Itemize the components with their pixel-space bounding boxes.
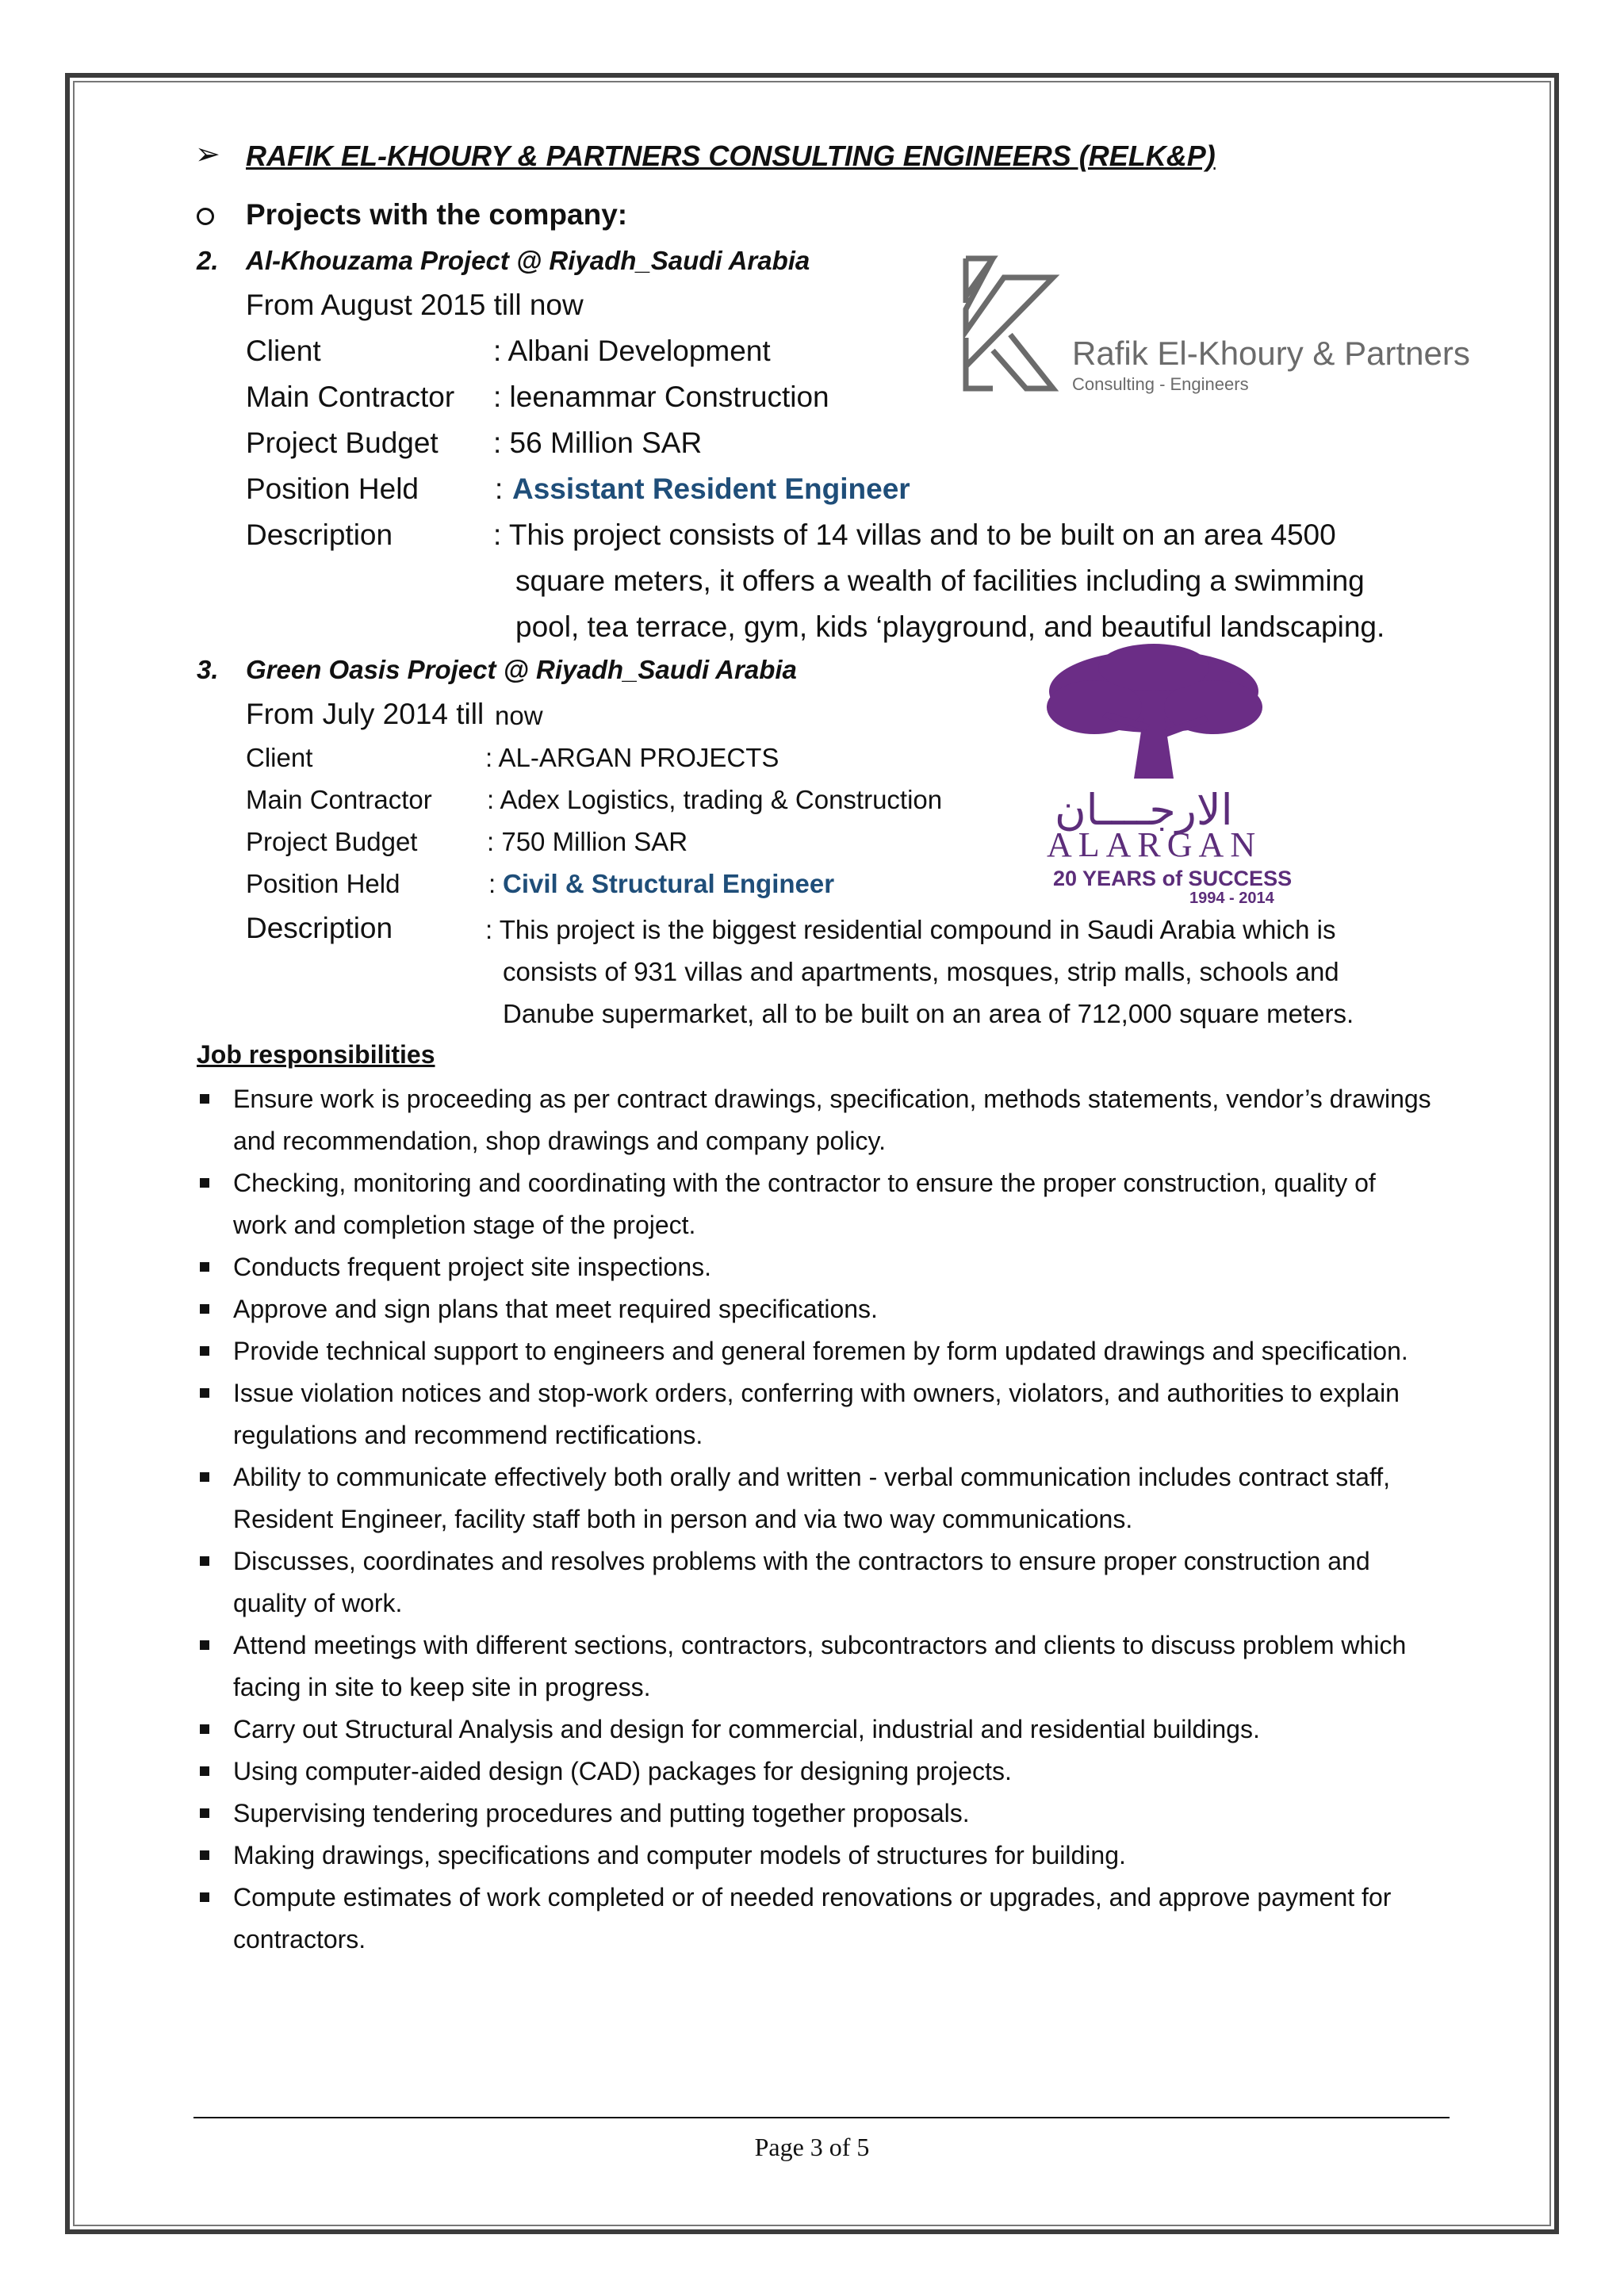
- field-value: : AL-ARGAN PROJECTS: [485, 743, 779, 772]
- field-value: : Albani Development: [493, 335, 771, 367]
- list-item: Ensure work is proceeding as per contract drawings, specification, methods statements, vendor’s drawings and recommendation, shop drawings and company policy.: [197, 1078, 1434, 1162]
- field-label: Client: [246, 743, 313, 772]
- list-item: Supervising tendering procedures and putting together proposals.: [197, 1793, 1434, 1835]
- project-number: 3.: [197, 655, 219, 684]
- list-item: Making drawings, specifications and computer models of structures for building.: [197, 1835, 1434, 1877]
- list-item: Provide technical support to engineers and general foremen by form updated drawings and specification.: [197, 1330, 1434, 1372]
- list-item: Conducts frequent project site inspections.: [197, 1246, 1434, 1288]
- field-label: Project Budget: [246, 827, 418, 856]
- projects-header: Projects with the company:: [246, 198, 628, 231]
- position-value: Assistant Resident Engineer: [512, 473, 910, 505]
- footer-rule: [193, 2117, 1450, 2118]
- page-number: Page 3 of 5: [754, 2133, 870, 2161]
- square-bullet-icon: [200, 1850, 209, 1860]
- alargan-range: 1994 - 2014: [1189, 890, 1274, 907]
- circle-bullet-icon: [197, 208, 214, 225]
- square-bullet-icon: [200, 1262, 209, 1272]
- job-responsibilities-heading: Job responsibilities: [197, 1040, 435, 1069]
- project-title: Green Oasis Project @ Riyadh_Saudi Arabia: [246, 655, 797, 684]
- alargan-arabic-name: الارجــــان: [1055, 785, 1233, 835]
- list-item: Checking, monitoring and coordinating with the contractor to ensure the proper construction, quality of work and completion stage of the project.: [197, 1162, 1434, 1246]
- company-heading: RAFIK EL-KHOURY & PARTNERS CONSULTING ENGINEERS (RELK&P): [246, 140, 1216, 172]
- description-line: Danube supermarket, all to be built on an area of 712,000 square meters.: [503, 999, 1354, 1028]
- list-item: Issue violation notices and stop-work orders, conferring with owners, violators, and authorities to explain regulations and recommend rectifications.: [197, 1372, 1434, 1456]
- alargan-name: ALARGAN: [1047, 825, 1262, 864]
- field-value: : Adex Logistics, trading & Construction: [487, 785, 943, 814]
- alargan-years: 20 YEARS of SUCCESS: [1053, 867, 1293, 890]
- square-bullet-icon: [200, 1178, 209, 1188]
- description-line: : This project is the biggest residential compound in Saudi Arabia which is: [485, 915, 1336, 944]
- square-bullet-icon: [200, 1808, 209, 1818]
- list-item: Discusses, coordinates and resolves problems with the contractors to ensure proper construction and quality of work.: [197, 1540, 1434, 1624]
- arrow-bullet-icon: ➢: [195, 138, 220, 171]
- square-bullet-icon: [200, 1892, 209, 1902]
- square-bullet-icon: [200, 1388, 209, 1398]
- description-line: consists of 931 villas and apartments, mosques, strip malls, schools and: [503, 957, 1339, 986]
- tree-logo-icon: [1039, 644, 1269, 786]
- position-label: Position Held: [246, 473, 419, 505]
- list-item: Approve and sign plans that meet required specifications.: [197, 1288, 1434, 1330]
- square-bullet-icon: [200, 1640, 209, 1650]
- project-period: From August 2015 till now: [246, 289, 584, 321]
- field-label: Main Contractor: [246, 785, 432, 814]
- relkp-logo-mark-icon: [961, 255, 1061, 392]
- position-label: Position Held: [246, 869, 400, 898]
- field-value: : leenammar Construction: [493, 381, 829, 413]
- list-item: Using computer-aided design (CAD) packages for designing projects.: [197, 1751, 1434, 1793]
- square-bullet-icon: [200, 1346, 209, 1356]
- field-label: Main Contractor: [246, 381, 455, 413]
- square-bullet-icon: [200, 1766, 209, 1776]
- field-value: : 750 Million SAR: [487, 827, 688, 856]
- square-bullet-icon: [200, 1556, 209, 1566]
- list-item: Ability to communicate effectively both orally and written - verbal communication includes contract staff, Resident Engineer, facility staff both in person and via two way communications.: [197, 1456, 1434, 1540]
- project-period-end: now: [495, 701, 543, 730]
- relkp-logo-sub: Consulting - Engineers: [1072, 374, 1249, 394]
- field-label: Project Budget: [246, 427, 439, 459]
- position-colon: :: [488, 869, 496, 898]
- relkp-logo-name: Rafik El-Khoury & Partners: [1072, 335, 1470, 372]
- position-value: Civil & Structural Engineer: [503, 869, 835, 898]
- list-item: Carry out Structural Analysis and design for commercial, industrial and residential buildings.: [197, 1709, 1434, 1751]
- list-item: Attend meetings with different sections, contractors, subcontractors and clients to discuss problem which facing in site to keep site in progress.: [197, 1624, 1434, 1709]
- project-period: From July 2014 till: [246, 698, 485, 730]
- field-value: : 56 Million SAR: [493, 427, 703, 459]
- position-colon: :: [495, 473, 504, 505]
- project-number: 2.: [197, 246, 219, 275]
- responsibilities-list: [197, 1078, 1434, 1961]
- square-bullet-icon: [200, 1724, 209, 1734]
- square-bullet-icon: [200, 1094, 209, 1104]
- square-bullet-icon: [200, 1304, 209, 1314]
- description-line: pool, tea terrace, gym, kids ‘playground, and beautiful landscaping.: [515, 610, 1385, 643]
- description-label: Description: [246, 912, 393, 944]
- project-title: Al-Khouzama Project @ Riyadh_Saudi Arabia: [246, 246, 810, 275]
- list-item: Compute estimates of work completed or of needed renovations or upgrades, and approve payment for contractors.: [197, 1877, 1434, 1961]
- description-line: square meters, it offers a wealth of facilities including a swimming: [515, 564, 1365, 597]
- description-label: Description: [246, 519, 393, 551]
- description-line: : This project consists of 14 villas and to be built on an area 4500: [493, 519, 1336, 551]
- field-label: Client: [246, 335, 321, 367]
- square-bullet-icon: [200, 1472, 209, 1482]
